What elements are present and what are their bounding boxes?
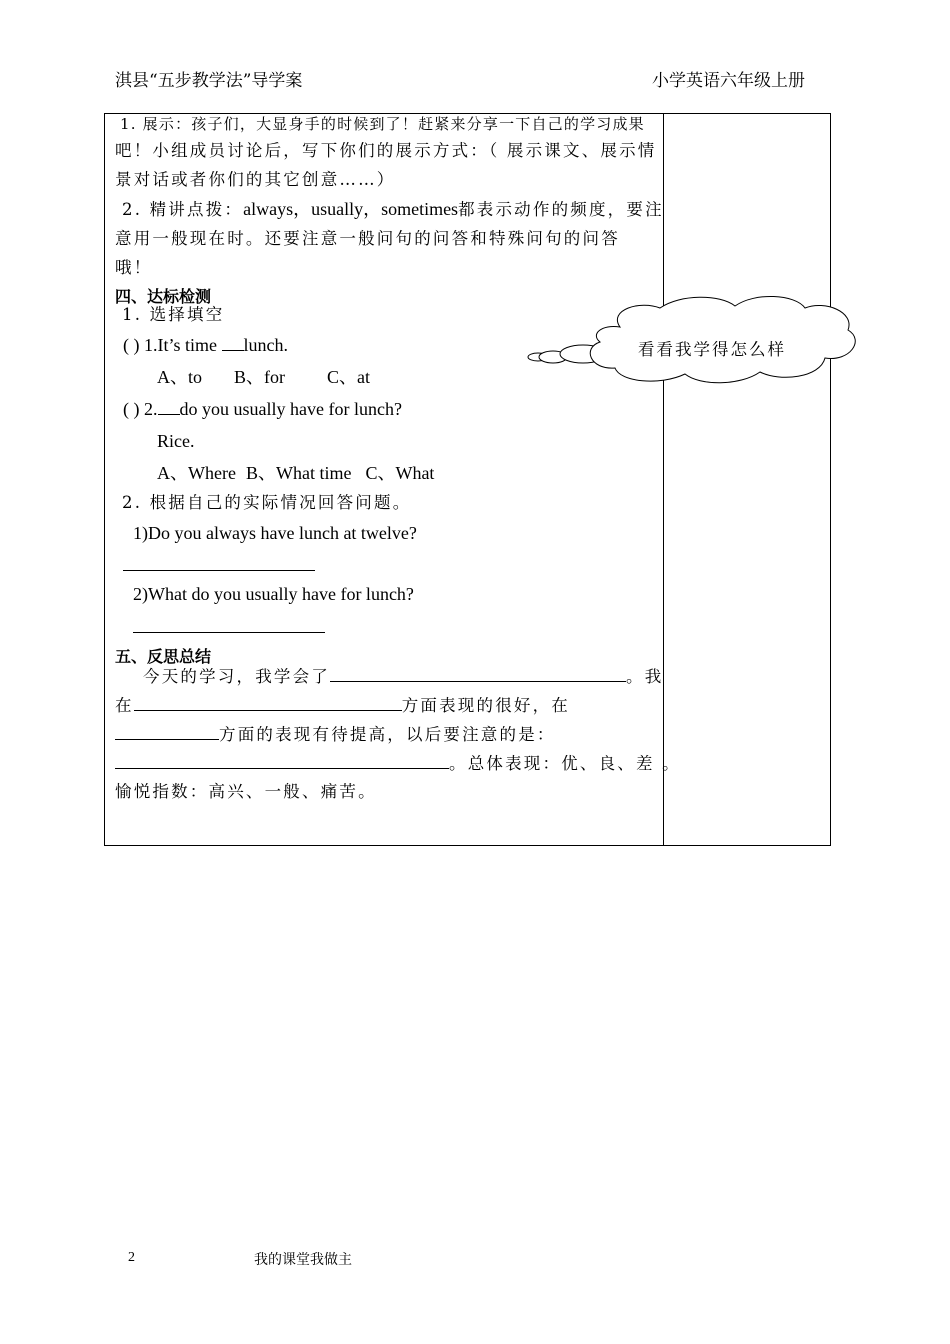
explain-text: 都表示动作的频度，要注 — [458, 200, 664, 219]
reflection-blank-learned[interactable] — [330, 665, 626, 682]
explain-line-3: 哦！ — [115, 258, 153, 277]
cloud-text: 看看我学得怎么样 — [638, 340, 786, 359]
show-line-2: 吧！小组成员讨论后，写下你们的展示方式：（ 展示课文、展示情 — [115, 141, 657, 160]
answer-paren: ( ) — [123, 399, 140, 419]
q2-item-2: 2)What do you usually have for lunch? — [133, 584, 414, 604]
explain-line-2: 意用一般现在时。还要注意一般问句的问答和特殊问句的问答 — [115, 229, 620, 248]
answer-paren: ( ) — [123, 335, 140, 355]
option-c: C、What — [365, 463, 435, 483]
reflection-line-3 — [115, 723, 556, 746]
reflection-blank-improve[interactable] — [115, 723, 219, 740]
explain-keywords: always，usually，sometimes — [243, 199, 459, 219]
page-number: 2 — [128, 1250, 135, 1265]
q1-heading: 1. 选择填空 — [122, 305, 225, 324]
q1-item-2-answer: Rice. — [157, 431, 195, 451]
q1-item-2 — [123, 398, 402, 420]
reflection-text: 。总体表现：优、良、差 。 — [449, 754, 681, 773]
q2-answer-line-2[interactable] — [133, 632, 325, 633]
table-column-divider — [663, 113, 664, 846]
explain-line-1 — [122, 198, 664, 221]
reflection-line-4 — [115, 752, 681, 775]
section-4-title: 四、达标检测 — [115, 287, 212, 306]
reflection-line-2 — [115, 694, 570, 717]
reflection-blank-notice[interactable] — [115, 752, 449, 769]
answer-blank[interactable] — [158, 398, 180, 415]
footer-motto: 我的课堂我做主 — [254, 1252, 352, 1268]
page-header-right: 小学英语六年级上册 — [652, 71, 805, 91]
show-line-3: 景对话或者你们的其它创意……） — [115, 170, 396, 189]
answer-blank[interactable] — [222, 334, 244, 351]
reflection-line-1 — [143, 665, 663, 688]
q2-item-1: 1)Do you always have lunch at twelve? — [133, 523, 417, 543]
q1-item-1-text-a: 1.It’s time — [144, 335, 222, 355]
reflection-text: 在 — [115, 696, 134, 715]
reflection-text: 今天的学习，我学会了 — [143, 667, 330, 686]
explain-number: 2. 精讲点拨： — [122, 200, 244, 219]
q1-item-2-text-a: 2. — [144, 399, 158, 419]
section-5-title: 五、反思总结 — [115, 647, 212, 666]
reflection-text: 方面的表现有待提高，以后要注意的是： — [219, 725, 556, 744]
q1-item-1-text-b: lunch. — [243, 335, 288, 355]
option-c: C、at — [327, 367, 370, 387]
option-a: A、Where — [157, 463, 236, 483]
q1-item-1-options — [157, 366, 370, 388]
reflection-text: 。我 — [626, 667, 664, 686]
reflection-line-5: 愉悦指数：高兴、一般、痛苦。 — [115, 782, 377, 801]
option-b: B、for — [234, 367, 285, 387]
reflection-blank-good[interactable] — [134, 694, 402, 711]
option-a: A、to — [157, 367, 202, 387]
page-header-left: 淇县“五步教学法”导学案 — [115, 71, 303, 91]
q1-item-2-options — [157, 462, 434, 484]
show-line-1: 1. 展示：孩子们，大显身手的时候到了！赶紧来分享一下自己的学习成果 — [120, 115, 645, 133]
reflection-text: 方面表现的很好，在 — [401, 696, 571, 715]
q1-item-2-text-b: do you usually have for lunch? — [179, 399, 402, 419]
q1-item-1 — [123, 334, 288, 356]
q2-answer-line-1[interactable] — [123, 570, 315, 571]
option-b: B、What time — [245, 463, 352, 483]
q2-heading: 2. 根据自己的实际情况回答问题。 — [122, 493, 412, 512]
